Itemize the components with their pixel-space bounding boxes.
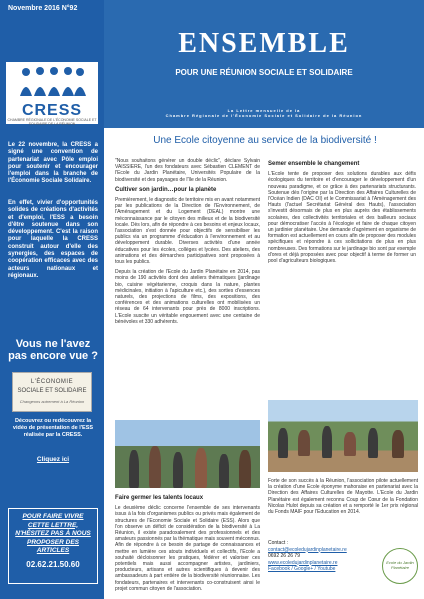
video-link[interactable]: Cliquez ici — [36, 456, 70, 463]
article-paragraph-5: Forte de son succès à la Réunion, l'association pilote actuellement la création d'une Ecole éponyme mahoraise en partenariat avec la Direction des Affaires Culturelles de Mayotte. L'Ecole du Jardin Planétaire est également reconnu Coup de Cœur de la Fondation Nicolas Hulot depuis sa création et a remporté le 1er prix régional du Fonds MAIF pour l'Education en 2014. — [268, 478, 418, 516]
newsletter-header — [104, 0, 424, 128]
sidebar-text-2: En effet, vivier d'opportunités solides de créations d'activités et d'emploi, l'ESS a besoin d'être soutenue dans son développement. C'est la raison pour laquelle la CRESS construit autour d'elle des synergies, des espaces de coopération efficaces avec des acteurs nationaux et régionaux. — [8, 200, 98, 279]
contact-social-links[interactable]: Facebook / Google+ / Youtube — [268, 566, 336, 572]
logo-name: CRESS — [21, 102, 83, 119]
article-column-1 — [115, 158, 260, 329]
issue-label: Novembre 2016 N°92 — [8, 5, 78, 12]
contact-email-link[interactable]: contact@ecoledujardinplanetaire.re — [268, 546, 347, 553]
section-heading-1: Cultiver son jardin…pour la planète — [115, 186, 217, 193]
propose-articles-link[interactable]: POUR FAIRE VIVRE CETTE LETTRE, N'HÉSITEZ PAS À NOUS PROPOSER DES ARTICLES — [15, 513, 91, 554]
contact-block — [268, 540, 378, 573]
contact-phone: 02.62.21.50.60 — [26, 559, 80, 569]
contact-phone-number: 0692 26 26 79 — [268, 553, 300, 559]
article-photo-1 — [115, 420, 260, 488]
video-thumbnail[interactable] — [12, 372, 92, 412]
video-thumb-title: L'ÉCONOMIE — [30, 379, 74, 385]
article-column-1b — [115, 492, 260, 596]
video-description: Découvrez ou redécouvrez la vidéo de présentation de l'ESS réalisée par la CRESS. — [12, 418, 94, 438]
article-photo-2 — [268, 400, 418, 472]
cress-logo — [6, 62, 98, 124]
newsletter-subtitle: POUR UNE RÉUNION SOCIALE ET SOLIDAIRE — [175, 68, 353, 77]
section-heading-3: Semer ensemble le changement — [268, 161, 360, 167]
sidebar-text-1: Le 22 novembre, la CRESS a signé une convention de partenariat avec Pôle emploi pour soutenir et encourager l'emploi dans la branche de l'Économie Sociale Solidaire. — [8, 142, 98, 185]
tagline-line-1: La Lettre mensuelle de la — [227, 108, 301, 113]
article-paragraph-4: L'Ecole tente de proposer des solutions durables aux défis écologiques du territoire et d'encourager le développement d'un nouveau paradigme, et ce grâce à des partenariats structurants. Soutenue dès l'origine par la Direction des Affaires Culturelles de l'Océan Indien (DAC OI) et le Commissariat à l'Aménagement des Hauts (l'actuel Secrétariat Général des Hauts), l'association s'investit désormais de plus en plus auprès des établissements scolaires, des collectivités territoriales et des bailleurs sociaux pour démocratiser l'accès à l'écologie et faire de chaque citoyen un jardinier planétaire. Une demande d'agrément en organisme de formation est actuellement en cours afin de proposer des modules spécifiques et répondre à ces sollicitations de plus en plus nombreuses. Des formations sur le jardinage bio sont par exemple d'ores et déjà proposées avec pour objectif à terme de former un pool d'agriculteurs biologiques. — [268, 171, 416, 265]
contact-label: Contact : — [268, 540, 289, 546]
sidebar — [0, 0, 104, 599]
article-paragraph-1: Premièrement, le diagnostic de territoire mis en avant notamment par les publications de la Direction de l'Environnement, de l'Aménagement et du Logement (DEAL) montre une méconnaissance par le citoyen des milieux et de la biodiversité locale. Dès lors, afin de répondre à ces besoins et enjeux locaux, l'association s'est donnée pour objectifs de sensibiliser les publics via un programme d'éducation à l'environnement et au développement durable. Diverses activités d'une année éducatives pour les écoles, collèges et lycées. Des ateliers, des animations et des démarches participatives sont proposées à tous les publics. — [115, 197, 260, 266]
section-heading-2: Faire germer les talents locaux — [115, 495, 204, 501]
article-title: Une Ecole citoyenne au service de la biodiversité ! — [153, 135, 377, 146]
article-paragraph-2: Depuis la création de l'Ecole du Jardin Planétaire en 2014, pas moins de 190 activités dont des ateliers thématiques (jardinage bio, cuisine végétarienne, croquis dans la nature, plantes médicinales, initiation à l'apiculture etc.), des sorties d'essences naturels, des projections de films, des expositions, des conférences et des animations culturelles ont mobilisées un réseau de 64 intervenants pour près de 8000 inscriptions. L'Ecole suscite un véritable engouement avec une centaine de bénévoles et 330 adhérents. — [115, 269, 260, 325]
article-column-2b — [268, 478, 418, 515]
jardin-logo-text: Ecole du Jardin Planétaire — [386, 560, 414, 570]
video-thumb-subtitle: SOCIALE ET SOLIDAIRE — [17, 388, 87, 394]
article-quote: "Nous souhaitons générer un double déclic", déclare Sylvain VAISSIERE, l'un des fondateurs avec Sébastien CLEMENT de l'Ecole du Jardin Planétaire, Universités Populaire de la biodiversité et des paysages de l'île de la Réunion. — [115, 158, 260, 183]
article-column-2 — [268, 158, 416, 268]
propose-box — [8, 508, 98, 584]
video-heading: Vous ne l'avez pas encore vue ? — [8, 338, 98, 362]
contact-website-link[interactable]: www.ecoledujardinplanetaire.re — [268, 559, 338, 566]
cress-people-icon — [18, 66, 86, 102]
video-thumb-tagline: Changeons autrement à La Réunion — [19, 399, 85, 404]
newsletter-title: ENSEMBLE — [178, 28, 350, 59]
logo-subtitle: CHAMBRE RÉGIONALE DE L'ÉCONOMIE SOCIALE ET SOLIDAIRE DE LA RÉUNION — [7, 118, 97, 126]
article-paragraph-3: Le deuxième déclic concerne l'ensemble de ses intervenants issus à la fois d'organismes publics ou privés mais également de structures de l'Economie Sociale et Solidaire (ESS). Alors que l'on observe un déficit de considération de la biodiversité à La Réunion, il existe paradoxalement des professionnels et des amateurs passionnés par la thématique mais souvent méconnus. Afin de répondre à ce besoin de partage de connaissances et mettre en lumière ces atouts individuels et collectifs, l'Ecole a souhaité décloisonner les pratiques, fédérer et valoriser ces potentiels mais aussi accompagner artistes, jardiniers, producteurs, artisans et autres scientifiques à devenir des ambassadeurs à part entière de la biodiversité réunionnaise. Les fondateurs, partenaires et intervenants co-construisent ainsi le projet commun citoyen de l'association. — [115, 505, 260, 592]
tagline-line-2: Chambre Régionale de l'Économie Sociale et Solidaire de la Réunion — [165, 113, 363, 118]
newsletter-tagline — [104, 108, 424, 118]
jardin-planetaire-logo — [382, 548, 418, 584]
